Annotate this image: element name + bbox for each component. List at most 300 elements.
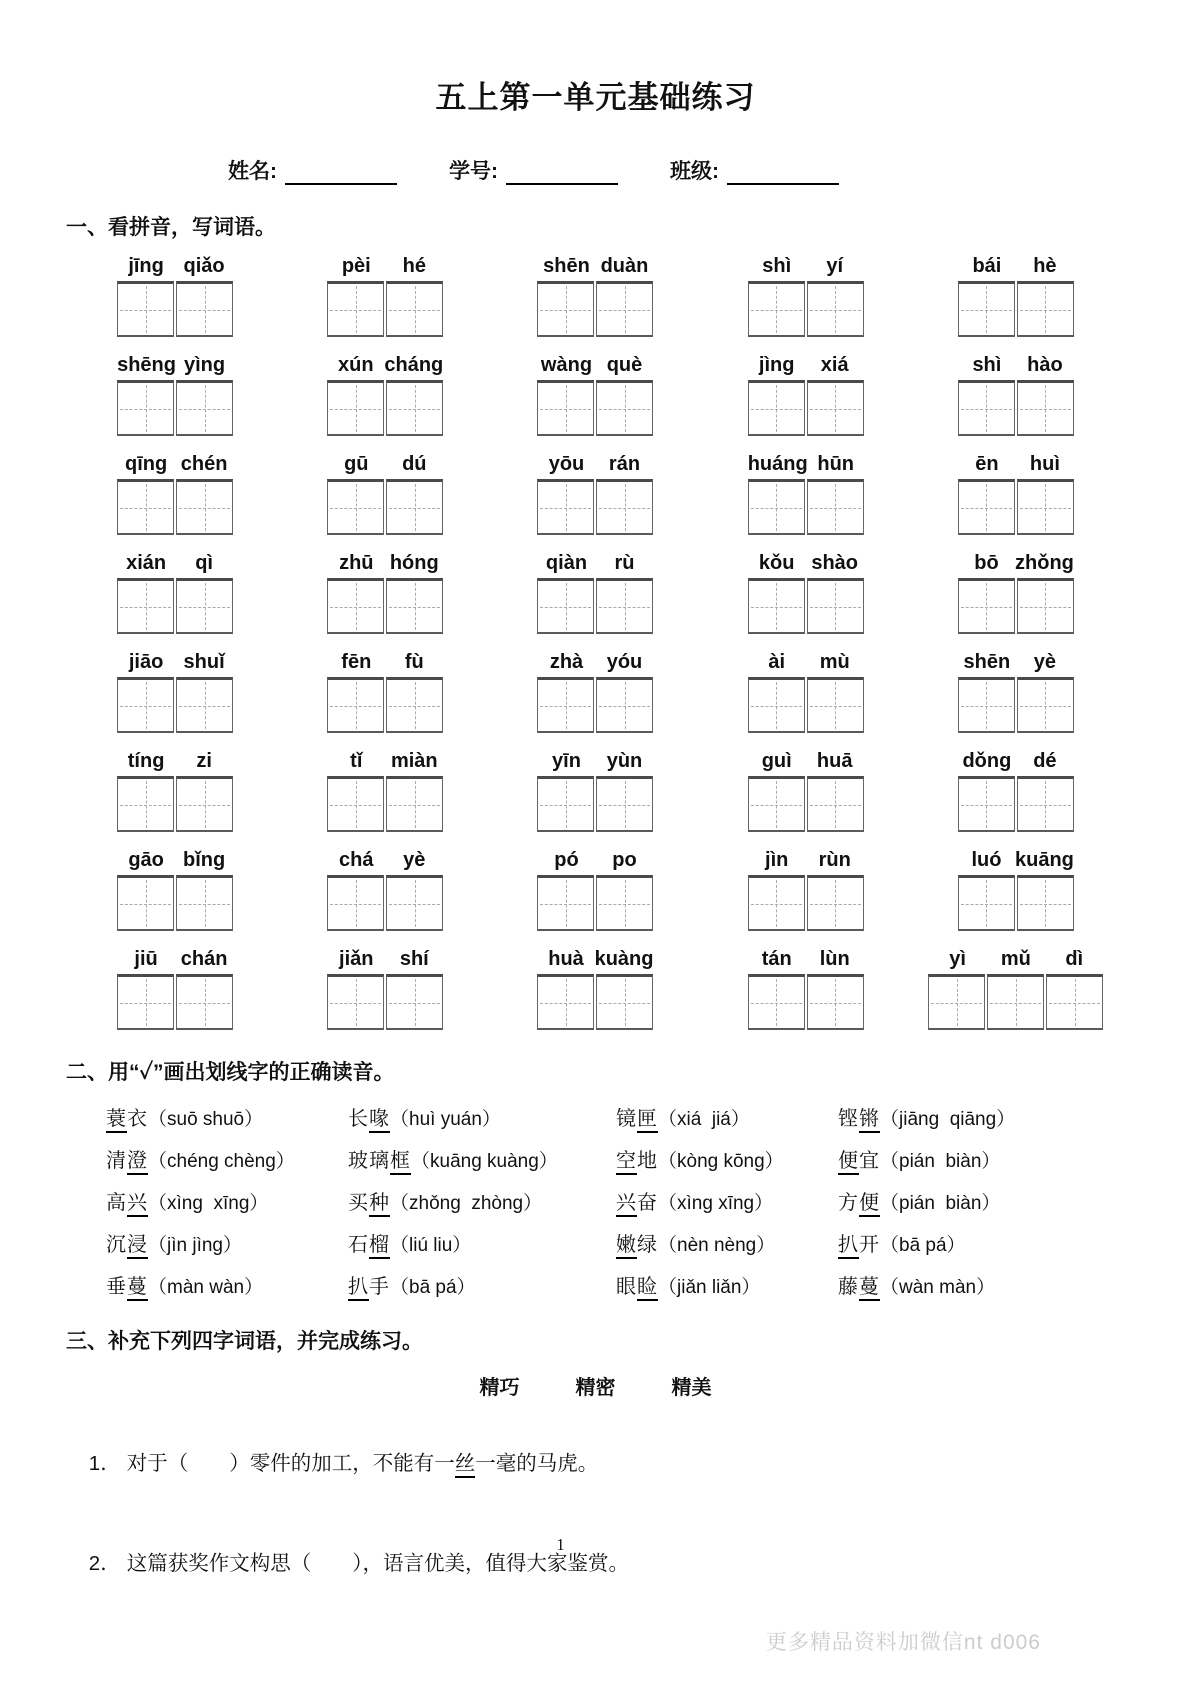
writing-box[interactable] xyxy=(386,776,443,832)
pinyin-options[interactable]: （jiāng qiāng） xyxy=(880,1109,1016,1130)
pinyin-word-group xyxy=(327,849,443,931)
pinyin-syllable: jiū xyxy=(134,948,158,970)
pinyin-word-group xyxy=(748,453,864,535)
writing-box[interactable] xyxy=(327,479,384,535)
writing-box[interactable] xyxy=(176,380,233,436)
pinyin-word-group xyxy=(748,948,864,1030)
pinyin-syllable: dé xyxy=(1033,750,1057,772)
pinyin-options[interactable]: （suō shuō） xyxy=(148,1109,264,1130)
word-text xyxy=(616,1234,658,1259)
writing-box[interactable] xyxy=(327,380,384,436)
writing-box[interactable] xyxy=(176,578,233,634)
writing-box[interactable] xyxy=(748,479,805,535)
word-segment: 眼 xyxy=(616,1276,637,1298)
writing-box[interactable] xyxy=(117,974,174,1030)
word-segment: 镜 xyxy=(616,1108,637,1130)
writing-box[interactable] xyxy=(1017,479,1074,535)
writing-box[interactable] xyxy=(1017,380,1074,436)
pinyin-row xyxy=(70,453,1121,535)
pinyin-syllable: pó xyxy=(554,849,579,871)
pinyin-syllable: hóng xyxy=(389,552,439,574)
writing-boxes xyxy=(537,380,653,436)
writing-boxes xyxy=(327,677,443,733)
underlined-char: 浸 xyxy=(127,1234,148,1259)
writing-box[interactable] xyxy=(537,776,594,832)
pinyin-options[interactable]: （liú liu） xyxy=(390,1235,472,1256)
word-text xyxy=(106,1276,148,1301)
writing-box[interactable] xyxy=(386,974,443,1030)
pinyin-syllable: jiāo xyxy=(128,651,164,673)
pinyin-syllable: hé xyxy=(402,255,426,277)
underlined-char: 澄 xyxy=(127,1150,148,1175)
pinyin-label xyxy=(117,651,233,674)
underlined-char: 睑 xyxy=(637,1276,658,1301)
writing-box[interactable] xyxy=(596,875,653,931)
pinyin-syllable: qiàn xyxy=(545,552,588,574)
writing-box[interactable] xyxy=(596,974,653,1030)
pronunciation-item xyxy=(348,1102,616,1131)
pinyin-options[interactable]: （xìng xīng） xyxy=(148,1193,269,1214)
pinyin-syllable: huáng xyxy=(747,453,808,475)
writing-box[interactable] xyxy=(327,677,384,733)
pinyin-label xyxy=(327,552,443,575)
pinyin-syllable: yùn xyxy=(606,750,643,772)
pinyin-syllable: hūn xyxy=(817,453,855,475)
pinyin-word-group xyxy=(327,354,443,436)
writing-boxes xyxy=(327,875,443,931)
pinyin-label xyxy=(958,453,1074,476)
writing-box[interactable] xyxy=(117,776,174,832)
pinyin-label xyxy=(537,552,653,575)
page-title: 五上第一单元基础练习 xyxy=(435,80,756,115)
writing-box[interactable] xyxy=(1017,578,1074,634)
pinyin-syllable: qīng xyxy=(124,453,168,475)
writing-box[interactable] xyxy=(807,974,864,1030)
writing-box[interactable] xyxy=(537,281,594,337)
writing-box[interactable] xyxy=(537,875,594,931)
word-text xyxy=(106,1192,148,1217)
writing-boxes xyxy=(537,578,653,634)
writing-box[interactable] xyxy=(958,578,1015,634)
pinyin-label xyxy=(327,849,443,872)
pinyin-syllable: chén xyxy=(180,453,228,475)
pinyin-label xyxy=(327,453,443,476)
pinyin-label xyxy=(117,750,233,773)
pinyin-syllable: rù xyxy=(614,552,635,574)
pinyin-syllable: kǒu xyxy=(758,552,795,574)
pinyin-options[interactable]: （bā pá） xyxy=(390,1277,476,1298)
word-segment: 地 xyxy=(637,1150,658,1172)
pinyin-syllable: shào xyxy=(811,552,859,574)
underlined-char: 兴 xyxy=(127,1192,148,1217)
pinyin-syllable: kuàng xyxy=(594,948,654,970)
writing-box[interactable] xyxy=(748,677,805,733)
writing-box[interactable] xyxy=(176,677,233,733)
writing-box[interactable] xyxy=(748,281,805,337)
word-text xyxy=(348,1150,411,1175)
pinyin-word-group xyxy=(958,651,1074,733)
pinyin-syllable: wàng xyxy=(540,354,593,376)
writing-box[interactable] xyxy=(537,380,594,436)
writing-boxes xyxy=(117,875,233,931)
pinyin-syllable: xiá xyxy=(820,354,849,376)
writing-box[interactable] xyxy=(958,776,1015,832)
writing-box[interactable] xyxy=(327,578,384,634)
pinyin-options[interactable]: （zhǒng zhòng） xyxy=(390,1193,543,1214)
pronunciation-item xyxy=(838,1186,1191,1215)
word-segment: 开 xyxy=(859,1234,880,1256)
pronunciation-item xyxy=(616,1228,838,1257)
writing-box[interactable] xyxy=(537,578,594,634)
pinyin-syllable: yóu xyxy=(606,651,643,673)
pinyin-word-group xyxy=(537,849,653,931)
word-text xyxy=(348,1276,390,1301)
pinyin-syllable: huì xyxy=(1029,453,1060,475)
pinyin-options[interactable]: （jìn jìng） xyxy=(148,1235,242,1256)
word-segment: 高 xyxy=(106,1192,127,1214)
writing-box[interactable] xyxy=(596,578,653,634)
writing-box[interactable] xyxy=(807,281,864,337)
pronunciation-item xyxy=(106,1102,348,1131)
pinyin-syllable: qì xyxy=(195,552,213,574)
pinyin-syllable: rùn xyxy=(818,849,851,871)
pronunciation-item xyxy=(106,1270,348,1299)
writing-box[interactable] xyxy=(117,281,174,337)
pinyin-word-group xyxy=(748,255,864,337)
writing-boxes xyxy=(958,281,1074,337)
writing-box[interactable] xyxy=(117,578,174,634)
pinyin-syllable: lùn xyxy=(819,948,850,970)
word-text xyxy=(348,1192,390,1217)
pinyin-options[interactable]: （màn wàn） xyxy=(148,1277,264,1298)
writing-boxes xyxy=(537,479,653,535)
pinyin-options[interactable]: （wàn màn） xyxy=(880,1277,996,1298)
pinyin-label xyxy=(117,453,233,476)
pinyin-label xyxy=(327,948,443,971)
writing-box[interactable] xyxy=(117,875,174,931)
pinyin-word-group xyxy=(748,750,864,832)
pronunciation-item xyxy=(348,1186,616,1215)
pinyin-label xyxy=(537,453,653,476)
pinyin-syllable: jiǎn xyxy=(339,948,374,970)
writing-boxes xyxy=(117,974,233,1030)
name-blank[interactable] xyxy=(285,161,397,185)
writing-box[interactable] xyxy=(327,281,384,337)
writing-box[interactable] xyxy=(596,776,653,832)
word-segment: 石 xyxy=(348,1234,369,1256)
word-text xyxy=(838,1108,880,1133)
pinyin-syllable: luó xyxy=(971,849,1002,871)
pinyin-label xyxy=(327,750,443,773)
pronunciation-item xyxy=(106,1228,348,1257)
writing-box[interactable] xyxy=(176,974,233,1030)
writing-box[interactable] xyxy=(958,281,1015,337)
word-text xyxy=(106,1234,148,1259)
name-field xyxy=(228,155,397,185)
writing-box[interactable] xyxy=(327,974,384,1030)
writing-box[interactable] xyxy=(537,974,594,1030)
pinyin-label xyxy=(928,948,1103,971)
writing-boxes xyxy=(537,281,653,337)
pinyin-syllable: hè xyxy=(1033,255,1057,277)
pinyin-word-group xyxy=(748,354,864,436)
pinyin-label xyxy=(748,255,864,278)
pinyin-syllable: fù xyxy=(404,651,424,673)
word-text xyxy=(348,1234,390,1259)
pinyin-options[interactable]: （nèn nèng） xyxy=(658,1235,776,1256)
pinyin-row xyxy=(70,849,1121,931)
writing-box[interactable] xyxy=(176,479,233,535)
pinyin-label xyxy=(958,651,1074,674)
writing-boxes xyxy=(537,875,653,931)
pinyin-options[interactable]: （bā pá） xyxy=(880,1235,966,1256)
writing-box[interactable] xyxy=(958,875,1015,931)
writing-boxes xyxy=(117,380,233,436)
writing-box[interactable] xyxy=(327,776,384,832)
underlined-char: 喙 xyxy=(369,1108,390,1133)
pinyin-label xyxy=(748,948,864,971)
writing-boxes xyxy=(958,479,1074,535)
pinyin-syllable: shí xyxy=(399,948,429,970)
writing-box[interactable] xyxy=(386,875,443,931)
writing-boxes xyxy=(537,677,653,733)
pinyin-syllable: yōu xyxy=(548,453,585,475)
underlined-char: 蔓 xyxy=(127,1276,148,1301)
word-text xyxy=(838,1276,880,1301)
underlined-char: 蓑 xyxy=(106,1108,127,1133)
pinyin-options[interactable]: （kòng kōng） xyxy=(658,1151,784,1172)
question-text: 一毫的马虎。 xyxy=(475,1452,599,1475)
pinyin-word-group xyxy=(327,453,443,535)
pinyin-syllable: xián xyxy=(126,552,167,574)
writing-box[interactable] xyxy=(596,380,653,436)
pinyin-syllable: huā xyxy=(816,750,853,772)
pinyin-word-group xyxy=(117,255,233,337)
pronunciation-item xyxy=(348,1270,616,1299)
pinyin-options[interactable]: （xìng xīng） xyxy=(658,1193,774,1214)
pinyin-syllable: mǔ xyxy=(1000,948,1031,970)
writing-boxes xyxy=(537,974,653,1030)
pinyin-word-group xyxy=(537,948,653,1030)
class-blank[interactable] xyxy=(727,161,839,185)
pinyin-row xyxy=(70,255,1121,337)
writing-box[interactable] xyxy=(537,677,594,733)
pinyin-syllable: zhà xyxy=(549,651,584,673)
writing-box[interactable] xyxy=(176,281,233,337)
pronunciation-item xyxy=(616,1270,838,1299)
pinyin-options[interactable]: （chéng chèng） xyxy=(148,1151,295,1172)
writing-boxes xyxy=(327,578,443,634)
class-label: 班级: xyxy=(670,160,719,183)
pinyin-syllable: hào xyxy=(1027,354,1063,376)
pinyin-options[interactable]: （xiá jiá） xyxy=(658,1109,750,1130)
word-segment: 方 xyxy=(838,1192,859,1214)
pinyin-syllable: rán xyxy=(608,453,641,475)
pinyin-word-group xyxy=(958,849,1074,931)
word-segment: 买 xyxy=(348,1192,369,1214)
word-segment: 手 xyxy=(369,1276,390,1298)
pinyin-syllable: yì xyxy=(949,948,966,970)
pinyin-word-group xyxy=(327,750,443,832)
writing-box[interactable] xyxy=(807,380,864,436)
pinyin-syllable: cháng xyxy=(384,354,444,376)
pinyin-syllable: bái xyxy=(972,255,1002,277)
pinyin-syllable: shēn xyxy=(543,255,590,277)
writing-box[interactable] xyxy=(386,380,443,436)
pinyin-syllable: jìn xyxy=(765,849,789,871)
pinyin-options[interactable]: （kuāng kuàng） xyxy=(411,1151,558,1172)
writing-box[interactable] xyxy=(748,974,805,1030)
writing-box[interactable] xyxy=(1017,281,1074,337)
pinyin-word-group xyxy=(928,948,1103,1030)
writing-boxes xyxy=(958,578,1074,634)
writing-boxes xyxy=(117,578,233,634)
writing-box[interactable] xyxy=(386,578,443,634)
pinyin-word-group xyxy=(748,552,864,634)
writing-box[interactable] xyxy=(1046,974,1103,1030)
pinyin-syllable: zi xyxy=(196,750,212,772)
writing-box[interactable] xyxy=(807,479,864,535)
writing-box[interactable] xyxy=(807,776,864,832)
pinyin-label xyxy=(958,750,1074,773)
writing-box[interactable] xyxy=(807,578,864,634)
writing-box[interactable] xyxy=(176,776,233,832)
writing-boxes xyxy=(748,875,864,931)
writing-box[interactable] xyxy=(807,677,864,733)
writing-boxes xyxy=(537,776,653,832)
word-segment: 绿 xyxy=(637,1234,658,1256)
writing-box[interactable] xyxy=(537,479,594,535)
pinyin-word-group xyxy=(537,255,653,337)
pronunciation-item xyxy=(838,1144,1191,1173)
writing-box[interactable] xyxy=(386,479,443,535)
pinyin-word-group xyxy=(537,453,653,535)
underlined-char: 榴 xyxy=(369,1234,390,1259)
pinyin-options[interactable]: （pián biàn） xyxy=(880,1151,1001,1172)
pinyin-label xyxy=(327,354,443,377)
writing-boxes xyxy=(117,281,233,337)
question-text: 这篇获奖作文构思（ ），语言优美，值得大家鉴赏。 xyxy=(126,1552,629,1575)
writing-box[interactable] xyxy=(987,974,1044,1030)
pronunciation-item xyxy=(838,1228,1191,1257)
word-text xyxy=(838,1150,880,1175)
underlined-char: 匣 xyxy=(637,1108,658,1133)
underlined-char: 扒 xyxy=(348,1276,369,1301)
writing-boxes xyxy=(117,479,233,535)
pinyin-label xyxy=(537,651,653,674)
pinyin-syllable: shì xyxy=(972,354,1002,376)
word-text xyxy=(838,1234,880,1259)
pinyin-word-group xyxy=(748,651,864,733)
word-bank-item: 精美 xyxy=(671,1377,712,1399)
pinyin-syllable: dǒng xyxy=(962,750,1012,772)
pinyin-label xyxy=(537,849,653,872)
pinyin-options[interactable]: （pián biàn） xyxy=(880,1193,1001,1214)
word-text xyxy=(616,1150,658,1175)
pinyin-word-group xyxy=(117,552,233,634)
pinyin-syllable: shì xyxy=(762,255,792,277)
pinyin-label xyxy=(748,453,864,476)
writing-box[interactable] xyxy=(958,380,1015,436)
writing-box[interactable] xyxy=(327,875,384,931)
pronunciation-item xyxy=(838,1102,1191,1131)
writing-box[interactable] xyxy=(807,875,864,931)
writing-box[interactable] xyxy=(596,479,653,535)
pinyin-label xyxy=(117,849,233,872)
underlined-char: 锵 xyxy=(859,1108,880,1133)
pinyin-label xyxy=(327,651,443,674)
question-item-1 xyxy=(66,1422,1191,1500)
writing-box[interactable] xyxy=(748,875,805,931)
underlined-char: 便 xyxy=(859,1192,880,1217)
writing-box[interactable] xyxy=(1017,776,1074,832)
pronunciation-grid xyxy=(106,1102,1191,1299)
pinyin-options[interactable]: （jiǎn liǎn） xyxy=(658,1277,761,1298)
pinyin-options[interactable]: （huì yuán） xyxy=(390,1109,501,1130)
writing-box[interactable] xyxy=(386,677,443,733)
writing-box[interactable] xyxy=(748,776,805,832)
writing-boxes xyxy=(117,677,233,733)
pronunciation-item xyxy=(348,1144,616,1173)
pinyin-syllable: shēn xyxy=(963,651,1011,673)
pinyin-label xyxy=(117,948,233,971)
writing-box[interactable] xyxy=(386,281,443,337)
writing-boxes xyxy=(748,578,864,634)
pinyin-word-group xyxy=(958,750,1074,832)
writing-box[interactable] xyxy=(176,875,233,931)
writing-box[interactable] xyxy=(117,479,174,535)
writing-box[interactable] xyxy=(958,677,1015,733)
underlined-char: 扒 xyxy=(838,1234,859,1259)
underlined-char: 便 xyxy=(838,1150,859,1175)
word-text xyxy=(616,1276,658,1301)
writing-boxes xyxy=(958,380,1074,436)
writing-box[interactable] xyxy=(1017,677,1074,733)
student-id-blank[interactable] xyxy=(506,161,618,185)
writing-box[interactable] xyxy=(596,281,653,337)
writing-box[interactable] xyxy=(748,578,805,634)
word-text xyxy=(616,1192,658,1217)
pinyin-syllable: yè xyxy=(403,849,426,871)
pinyin-syllable: dì xyxy=(1065,948,1084,970)
pinyin-label xyxy=(958,849,1074,872)
pinyin-word-group xyxy=(117,750,233,832)
pinyin-word-group xyxy=(117,354,233,436)
writing-box[interactable] xyxy=(958,479,1015,535)
pinyin-label xyxy=(958,354,1074,377)
pinyin-label xyxy=(748,849,864,872)
writing-box[interactable] xyxy=(928,974,985,1030)
word-segment: 奋 xyxy=(637,1192,658,1214)
writing-box[interactable] xyxy=(1017,875,1074,931)
underlined-char: 蔓 xyxy=(859,1276,880,1301)
writing-box[interactable] xyxy=(117,677,174,733)
writing-boxes xyxy=(117,776,233,832)
pronunciation-item xyxy=(348,1228,616,1257)
pinyin-label xyxy=(958,552,1074,575)
word-segment: 垂 xyxy=(106,1276,127,1298)
underlined-char: 嫩 xyxy=(616,1234,637,1259)
writing-box[interactable] xyxy=(748,380,805,436)
pinyin-word-group xyxy=(958,552,1074,634)
pinyin-row xyxy=(70,354,1121,436)
pinyin-syllable: gāo xyxy=(128,849,164,871)
name-label: 姓名: xyxy=(228,160,277,183)
pinyin-syllable: po xyxy=(612,849,637,871)
writing-box[interactable] xyxy=(596,677,653,733)
writing-boxes xyxy=(748,677,864,733)
writing-box[interactable] xyxy=(117,380,174,436)
